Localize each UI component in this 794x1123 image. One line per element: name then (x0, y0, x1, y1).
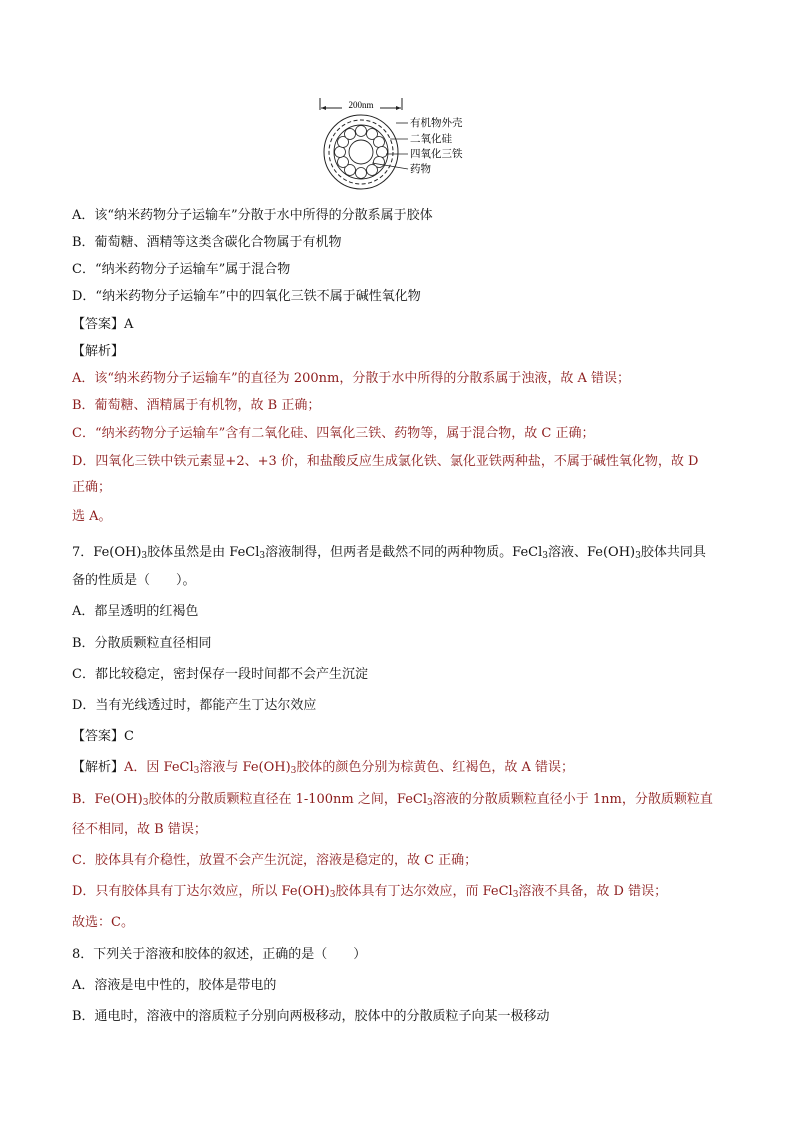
q6-analysis-a: A．该“纳米药物分子运输车”的直径为 200nm，分散于水中所得的分散系属于浊液，故 A 错误； (72, 371, 630, 386)
q6-analysis-c: C．“纳米药物分子运输车”含有二氧化硅、四氧化三铁、药物等，属于混合物，故 C 正确； (72, 426, 595, 441)
q7-conclusion: 故选：C。 (72, 915, 134, 930)
q6-analysis-d-cont: 正确； (72, 480, 112, 495)
q6-option-a: A．该“纳米药物分子运输车”分散于水中所得的分散系属于胶体 (72, 208, 433, 223)
q7-analysis-b: B．$Fe(OH)_3$胶体的分散质颗粒直径在 1-100nm 之间，FeCl$_3$溶液的分散质颗粒直径小于 1nm，分散质颗粒直 (72, 792, 713, 808)
label-organic-shell: 有机物外壳 (410, 118, 463, 129)
label-silica: 二氧化硅 (410, 134, 452, 145)
label-drug: 药物 (410, 164, 431, 175)
q7-analysis-a: 【解析】A．因 FeCl$_3$溶液与 $Fe(OH)_3$胶体的颜色分别为棕黄色、红褐色，故 A 错误； (72, 760, 575, 776)
drug-core (349, 140, 373, 164)
q8-stem: 8．下列关于溶液和胶体的叙述，正确的是（ ） (72, 947, 367, 962)
nanoparticle-figure (312, 96, 482, 194)
dimension-arrow-left (321, 106, 326, 110)
q6-option-c: C．“纳米药物分子运输车”属于混合物 (72, 262, 291, 277)
q6-option-b: B．葡萄糖、酒精等这类含碳化合物属于有机物 (72, 235, 342, 250)
q6-answer: 【答案】A (72, 317, 134, 332)
dimension-arrow-right (396, 106, 401, 110)
nanoparticle-diagram (312, 96, 482, 194)
dimension-label: 200nm (348, 100, 374, 110)
q7-stem: 7．$Fe(OH)_3$胶体虽然是由 FeCl$_3$溶液制得，但两者是截然不同的两种物质。FeCl$_3$溶液、$Fe(OH)_3$胶体共同具 (72, 545, 706, 561)
q7-stem-line2: 备的性质是（ ）。 (72, 573, 196, 588)
q7-option-c: C．都比较稳定，密封保存一段时间都不会产生沉淀 (72, 667, 368, 682)
q7-option-a: A．都呈透明的红褐色 (72, 604, 199, 619)
q6-analysis-b: B．葡萄糖、酒精属于有机物，故 B 正确； (72, 398, 321, 413)
q6-analysis-title: 【解析】 (72, 344, 125, 359)
q7-option-b: B．分散质颗粒直径相同 (72, 636, 212, 651)
q8-option-b: B．通电时，溶液中的溶质粒子分别向两极移动，胶体中的分散质粒子向某一极移动 (72, 1009, 550, 1024)
q7-analysis-c: C．胶体具有介稳性，放置不会产生沉淀，溶液是稳定的，故 C 正确； (72, 853, 478, 868)
label-iron-oxide: 四氧化三铁 (410, 149, 463, 160)
q8-option-a: A．溶液是电中性的，胶体是带电的 (72, 978, 277, 993)
q6-analysis-d: D．四氧化三铁中铁元素显+2、+3 价，和盐酸反应生成氯化铁、氯化亚铁两种盐，不属于碱性氧化物，故 D (72, 454, 699, 469)
q7-option-d: D．当有光线透过时，都能产生丁达尔效应 (72, 698, 317, 713)
q7-analysis-b-cont: 径不相同，故 B 错误； (72, 822, 207, 837)
q6-conclusion: 选 A。 (72, 509, 112, 524)
q6-option-d: D．“纳米药物分子运输车”中的四氧化三铁不属于碱性氧化物 (72, 289, 421, 304)
q7-analysis-d: D．只有胶体具有丁达尔效应，所以 $Fe(OH)_3$胶体具有丁达尔效应，而 FeCl$_3$溶液不具备，故 D 错误； (72, 884, 668, 900)
q7-answer: 【答案】C (72, 729, 134, 744)
